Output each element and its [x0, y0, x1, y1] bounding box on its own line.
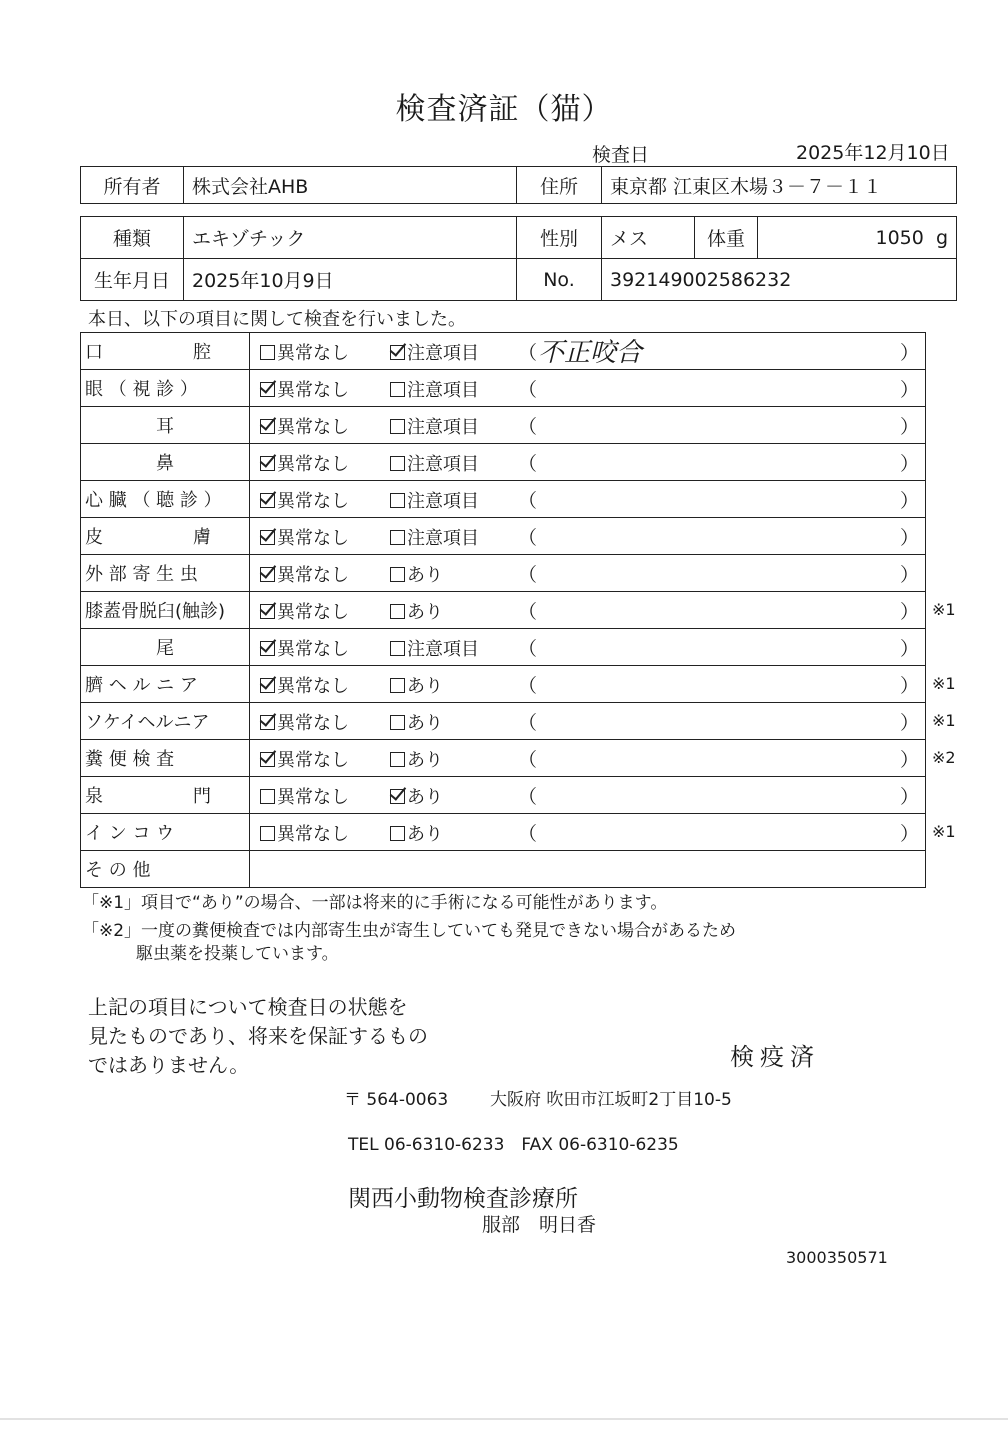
owner-table: [80, 166, 957, 204]
checkbox-icon: [390, 789, 405, 804]
inspection-item: 尾: [81, 629, 250, 666]
weight-cell: [758, 217, 957, 259]
note-close-paren: ）: [899, 453, 919, 475]
note-open-paren: （: [518, 749, 538, 771]
note-close-paren: ）: [899, 379, 919, 401]
checkbox-icon: [260, 493, 275, 508]
note-open-paren: （: [518, 823, 538, 845]
weight-label: 体重: [695, 217, 758, 259]
disclaimer-line: 見たものであり、将来を保証するもの: [88, 1024, 428, 1048]
postal-code: 〒 564-0063: [344, 1090, 449, 1110]
pet-info-table: [80, 216, 957, 301]
note-close-paren: ）: [899, 342, 919, 364]
checkbox-icon: [260, 715, 275, 730]
attention-option: [390, 746, 443, 772]
checkbox-icon: [260, 345, 275, 360]
disclaimer-line: ではありません。: [88, 1053, 250, 1077]
no-abnormality-option: [260, 783, 349, 809]
checkbox-icon: [390, 456, 405, 471]
attention-option: [390, 339, 479, 365]
disclaimer-line: 上記の項目について検査日の状態を: [88, 995, 408, 1019]
note-close-paren: ）: [899, 823, 919, 845]
note-open-paren: （: [518, 490, 538, 512]
inspection-row: [81, 333, 926, 370]
attention-option: [390, 487, 479, 513]
option-label: 注意項目: [407, 528, 479, 549]
inspection-result: [250, 777, 926, 814]
address-value: 東京都 江東区木場３－７－１１: [602, 167, 957, 204]
inspection-result: [250, 407, 926, 444]
checkbox-icon: [390, 641, 405, 656]
inspection-item: 心 臓 （ 聴 診 ）: [81, 481, 250, 518]
footnote-mark: ※2: [932, 748, 956, 767]
inspection-result: [250, 851, 926, 888]
inspection-result: [250, 592, 926, 629]
inspection-item: 膝蓋骨脱臼(触診): [81, 592, 250, 629]
document-code: 3000350571: [786, 1248, 888, 1267]
footnote-1: 「※1」項目で“あり”の場合、一部は将来的に手術になる可能性があります。: [82, 893, 668, 913]
scan-edge: [0, 1418, 1008, 1420]
checkbox-icon: [390, 419, 405, 434]
inspection-row: [81, 370, 926, 407]
attention-option: [390, 709, 443, 735]
inspection-row: [81, 629, 926, 666]
note-close-paren: ）: [899, 416, 919, 438]
inspection-row: [81, 814, 926, 851]
option-label: 異常なし: [277, 824, 349, 845]
note-open-paren: （: [518, 675, 538, 697]
option-label: 異常なし: [277, 676, 349, 697]
attention-option: [390, 413, 479, 439]
inspection-row: [81, 740, 926, 777]
inspection-item: 口 腔: [81, 333, 250, 370]
inspection-item: 鼻: [81, 444, 250, 481]
no-abnormality-option: [260, 598, 349, 624]
inspection-item: 泉 門: [81, 777, 250, 814]
checkbox-icon: [390, 345, 405, 360]
note-open-paren: （: [518, 416, 538, 438]
option-label: あり: [407, 713, 443, 734]
note-open-paren: （: [518, 712, 538, 734]
option-label: 注意項目: [407, 343, 479, 364]
document-title: 検査済証（猫）: [395, 92, 613, 127]
option-label: 注意項目: [407, 454, 479, 475]
footnote-mark: ※1: [932, 674, 956, 693]
inspection-row: [81, 444, 926, 481]
option-label: 異常なし: [277, 343, 349, 364]
option-label: 異常なし: [277, 528, 349, 549]
note-close-paren: ）: [899, 749, 919, 771]
note-open-paren: （: [518, 638, 538, 660]
checkbox-icon: [260, 678, 275, 693]
inspection-result: [250, 370, 926, 407]
intro-text: 本日、以下の項目に関して検査を行いました。: [88, 309, 466, 330]
attention-option: [390, 635, 479, 661]
sex-label: 性別: [517, 217, 602, 259]
inspection-item: 臍 ヘ ル ニ ア: [81, 666, 250, 703]
inspection-row: [81, 481, 926, 518]
option-label: 異常なし: [277, 491, 349, 512]
no-abnormality-option: [260, 746, 349, 772]
checkbox-icon: [390, 826, 405, 841]
note-close-paren: ）: [899, 786, 919, 808]
option-label: あり: [407, 676, 443, 697]
no-abnormality-option: [260, 413, 349, 439]
clinic-name: 関西小動物検査診療所: [348, 1186, 578, 1212]
option-label: 異常なし: [277, 454, 349, 475]
inspection-result: [250, 740, 926, 777]
note-open-paren: （: [518, 379, 538, 401]
checkbox-icon: [390, 493, 405, 508]
note-open-paren: （: [518, 786, 538, 808]
checkbox-icon: [260, 530, 275, 545]
checkbox-icon: [390, 678, 405, 693]
inspection-result: [250, 444, 926, 481]
no-abnormality-option: [260, 820, 349, 846]
no-abnormality-option: [260, 487, 349, 513]
inspection-row: [81, 592, 926, 629]
checkbox-icon: [260, 567, 275, 582]
checkbox-icon: [390, 752, 405, 767]
checkbox-icon: [260, 826, 275, 841]
birth-value: 2025年10月9日: [184, 259, 517, 301]
inspection-result: [250, 629, 926, 666]
inspection-result: [250, 518, 926, 555]
footnote-mark: ※1: [932, 822, 956, 841]
exam-date-label: 検査日: [592, 144, 650, 166]
inspection-result: [250, 814, 926, 851]
inspection-row: [81, 407, 926, 444]
number-value: 392149002586232: [602, 259, 957, 301]
no-abnormality-option: [260, 339, 349, 365]
inspection-row: [81, 555, 926, 592]
no-abnormality-option: [260, 376, 349, 402]
checkbox-icon: [390, 604, 405, 619]
clinic-phone: TEL 06-6310-6233 FAX 06-6310-6235: [348, 1135, 679, 1155]
handwritten-note: 不正咬合: [538, 338, 643, 368]
footnote-2: 「※2」一度の糞便検査では内部寄生虫が寄生していても発見できない場合があるため: [82, 921, 737, 941]
option-label: 異常なし: [277, 750, 349, 771]
option-label: あり: [407, 602, 443, 623]
inspection-result: [250, 481, 926, 518]
owner-value: 株式会社AHB: [184, 167, 517, 204]
inspection-result: [250, 703, 926, 740]
inspection-item: 皮 膚: [81, 518, 250, 555]
number-label: No.: [517, 259, 602, 301]
checkbox-icon: [260, 456, 275, 471]
inspection-result: [250, 333, 926, 370]
note-close-paren: ）: [899, 601, 919, 623]
checkbox-icon: [260, 789, 275, 804]
address-label: 住所: [517, 167, 602, 204]
option-label: あり: [407, 824, 443, 845]
note-open-paren: （: [518, 453, 538, 475]
checkbox-icon: [390, 530, 405, 545]
weight-unit: g: [935, 226, 948, 249]
note-close-paren: ）: [899, 490, 919, 512]
attention-option: [390, 672, 443, 698]
note-close-paren: ）: [899, 638, 919, 660]
option-label: あり: [407, 565, 443, 586]
inspection-row: [81, 851, 926, 888]
checkbox-icon: [260, 641, 275, 656]
inspection-item: 外 部 寄 生 虫: [81, 555, 250, 592]
note-close-paren: ）: [899, 527, 919, 549]
disclaimer: [88, 993, 468, 1080]
checkbox-icon: [390, 567, 405, 582]
attention-option: [390, 376, 479, 402]
no-abnormality-option: [260, 709, 349, 735]
option-label: 異常なし: [277, 713, 349, 734]
attention-option: [390, 450, 479, 476]
checkbox-icon: [260, 604, 275, 619]
inspection-item: 眼 （ 視 診 ）: [81, 370, 250, 407]
inspection-row: [81, 777, 926, 814]
option-label: 注意項目: [407, 491, 479, 512]
option-label: 異常なし: [277, 787, 349, 808]
note-open-paren: （: [518, 601, 538, 623]
inspection-item: 糞 便 検 査: [81, 740, 250, 777]
attention-option: [390, 561, 443, 587]
option-label: 異常なし: [277, 639, 349, 660]
attention-option: [390, 820, 443, 846]
option-label: 注意項目: [407, 380, 479, 401]
checkbox-icon: [390, 715, 405, 730]
option-label: 注意項目: [407, 417, 479, 438]
option-label: 異常なし: [277, 602, 349, 623]
checkbox-icon: [260, 419, 275, 434]
sex-value: メス: [602, 217, 695, 259]
attention-option: [390, 598, 443, 624]
inspection-result: [250, 666, 926, 703]
exam-date-value: 2025年12月10日: [796, 142, 950, 164]
no-abnormality-option: [260, 561, 349, 587]
option-label: 注意項目: [407, 639, 479, 660]
footnote-mark: ※1: [932, 600, 956, 619]
note-open-paren: （: [518, 564, 538, 586]
breed-label: 種類: [81, 217, 184, 259]
footnote-mark: ※1: [932, 711, 956, 730]
inspection-result: [250, 555, 926, 592]
weight-value: 1050: [875, 226, 924, 249]
owner-label: 所有者: [81, 167, 184, 204]
inspection-row: [81, 666, 926, 703]
inspection-item: そ の 他: [81, 851, 250, 888]
inspection-table: [80, 332, 926, 888]
note-close-paren: ）: [899, 712, 919, 734]
option-label: あり: [407, 787, 443, 808]
birth-label: 生年月日: [81, 259, 184, 301]
footnote-3: 駆虫薬を投薬しています。: [136, 944, 339, 964]
inspection-row: [81, 518, 926, 555]
checkbox-icon: [390, 382, 405, 397]
inspector-name: 服部 明日香: [482, 1214, 597, 1236]
no-abnormality-option: [260, 524, 349, 550]
checkbox-icon: [260, 382, 275, 397]
no-abnormality-option: [260, 672, 349, 698]
option-label: 異常なし: [277, 380, 349, 401]
inspection-item: 耳: [81, 407, 250, 444]
checkbox-icon: [260, 752, 275, 767]
attention-option: [390, 524, 479, 550]
note-open-paren: （: [518, 342, 538, 364]
breed-value: エキゾチック: [184, 217, 517, 259]
inspection-row: [81, 703, 926, 740]
note-open-paren: （: [518, 527, 538, 549]
no-abnormality-option: [260, 635, 349, 661]
clinic-address: 大阪府 吹田市江坂町2丁目10-5: [490, 1090, 732, 1110]
quarantine-stamp: 検疫済: [730, 1043, 820, 1071]
inspection-item: ソケイヘルニア: [81, 703, 250, 740]
note-close-paren: ）: [899, 675, 919, 697]
no-abnormality-option: [260, 450, 349, 476]
note-close-paren: ）: [899, 564, 919, 586]
attention-option: [390, 783, 443, 809]
inspection-item: イ ン コ ウ: [81, 814, 250, 851]
option-label: あり: [407, 750, 443, 771]
option-label: 異常なし: [277, 417, 349, 438]
option-label: 異常なし: [277, 565, 349, 586]
